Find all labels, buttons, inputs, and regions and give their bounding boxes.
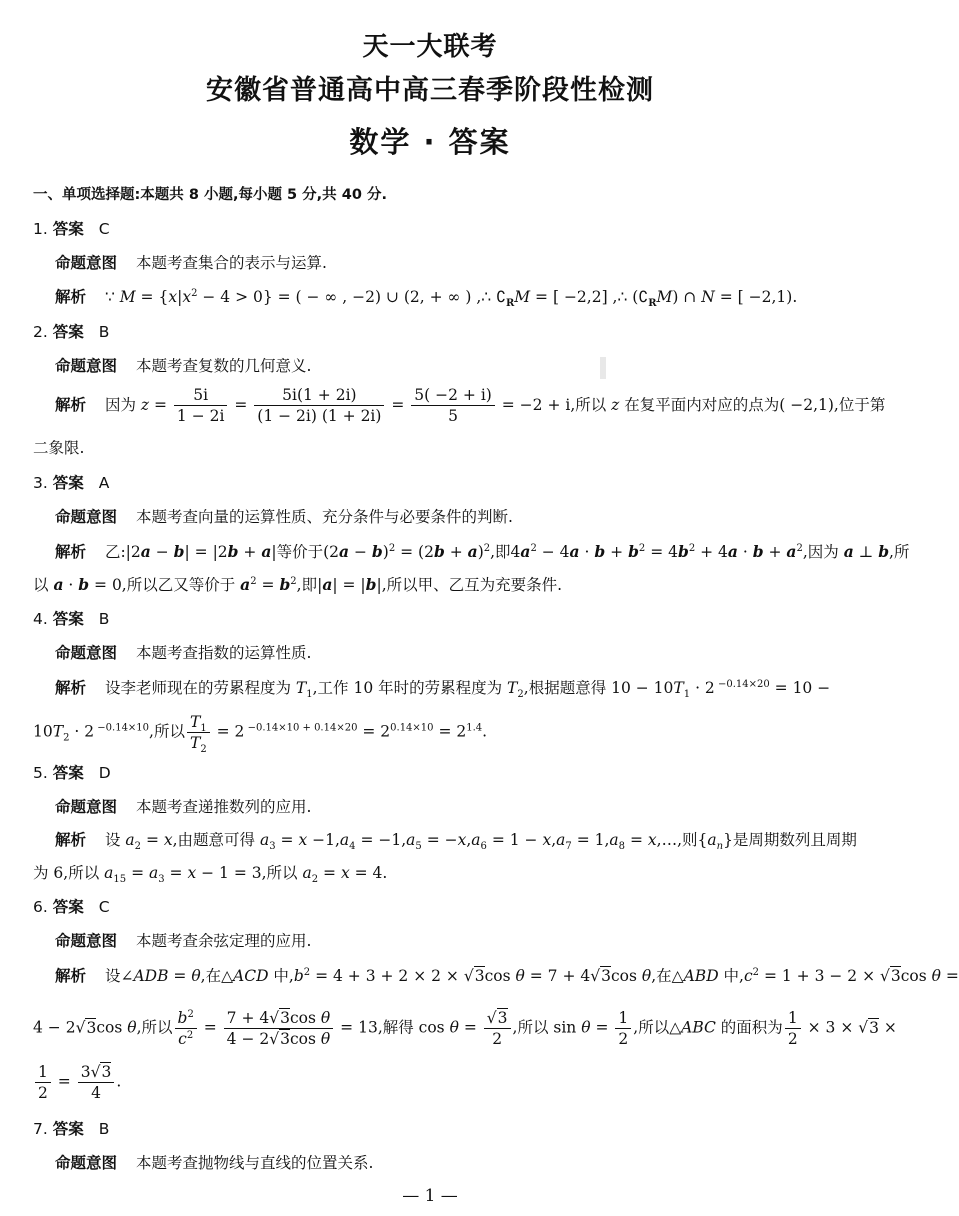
analysis-label: 解析 [55, 679, 87, 697]
intent-label: 命题意图 [55, 644, 118, 662]
answer-label: 答案 [52, 764, 84, 782]
answer-label: 答案 [52, 610, 84, 628]
analysis-formula: 设 $a_2 = x$,由题意可得 $a_3 = x -1,a_4 = -1,a_5 = -x,a_6 = 1 - x,a_7 = 1,a_8$ = x,…,则$\{a_n\}$是周期数列且周期 [104, 831, 857, 853]
intent-label: 命题意图 [55, 1154, 118, 1172]
analysis-formula: 乙:|2a − b| = |2b + a|等价于$(2a - b)^2 = (2b + a)^2$,即$4a^2 - 4a \cdot b + b^2 = 4b^2 + 4a \cdot b + a^2$,因为 a ⊥ b,所 [104, 542, 910, 561]
question-3-analysis-continued: 以 a · b = 0,所以乙又等价于 $a^2 = b^2$,即|a| = |b|,所以甲、乙互为充要条件. [33, 575, 563, 594]
question-number: 1. [33, 220, 48, 238]
question-2-intent [55, 355, 311, 377]
question-4-intent [55, 642, 311, 664]
page-number: — 1 — [402, 1186, 458, 1206]
scan-artifact [600, 357, 606, 379]
question-2-answer [33, 321, 109, 343]
intent-text: 本题考查递推数列的应用. [135, 798, 312, 816]
question-4-answer [33, 608, 109, 630]
answer-value: D [98, 764, 111, 782]
question-number: 3. [33, 474, 48, 492]
intent-label: 命题意图 [55, 357, 118, 375]
analysis-formula: ∵ $M = \{x|x^2 - 4 > 0\}$ = ( − ∞ , −2) ∪ (2, + ∞ ) ,∴ $∁_RM$ = [ −2,2] ,∴ $(∁_RM)$ ∩ N = [ −2,1). [104, 287, 798, 310]
intent-text: 本题考查抛物线与直线的位置关系. [135, 1154, 374, 1172]
intent-label: 命题意图 [55, 798, 118, 816]
question-3-intent [55, 506, 513, 528]
analysis-label: 解析 [55, 967, 87, 985]
question-6-analysis-final: $\frac{1}{2}$ = $\frac{3√3}{4}$ . [33, 1062, 121, 1103]
question-number: 4. [33, 610, 48, 628]
question-7-answer [33, 1118, 109, 1140]
question-number: 6. [33, 898, 48, 916]
question-4-analysis-continued: $10T_2 \cdot 2$ $^{-0.14\times 10}$,所以 $\frac{T_1}{T_2}$ = 2 $^{-0.14\times 10 + 0.14\times 20} = 2^{0.14\times 10} = 2^{1.4}$. [33, 713, 488, 756]
question-number: 2. [33, 323, 48, 341]
question-5-analysis-continued: 为 6,所以 $a_{15} = a_3 = x - 1 = 3$,所以 $a_2 = x = 4$. [33, 864, 388, 886]
analysis-formula: 因为 z = $\frac{5i}{1 - 2i}$ = $\frac{5i(1 + 2i)}{(1 - 2i) (1 + 2i)}$ = $\frac{5( -2 + i)}{5}$ = −2 + i,所以 z 在复平面内对应的点为( −2,1),位于第 [104, 386, 886, 425]
question-6-analysis-continued: 4 − 2√3cos θ,所以 $\frac{b^2}{c^2}$ = $\frac{\text{7 + 4√3cos θ}}{\text{4 − 2√3cos θ}}$ = 13,解得 cos θ = $\frac{√3}{2}$ ,所以 sin θ = $\frac{1}{2}$ ,所以△ABC 的面积为 $\frac{1}{2}$ × 3 × √3 × [33, 1008, 897, 1048]
question-2-analysis [55, 385, 885, 426]
question-3-analysis [55, 541, 909, 563]
analysis-label: 解析 [55, 288, 87, 306]
intent-label: 命题意图 [55, 254, 118, 272]
answer-label: 答案 [52, 220, 84, 238]
analysis-label: 解析 [55, 543, 87, 561]
analysis-label: 解析 [55, 831, 87, 849]
question-number: 5. [33, 764, 48, 782]
question-2-analysis-continued: 二象限. [33, 439, 85, 457]
answer-value: C [98, 220, 110, 238]
question-1-answer [33, 218, 110, 240]
question-number: 7. [33, 1120, 48, 1138]
intent-text: 本题考查指数的运算性质. [135, 644, 312, 662]
intent-text: 本题考查向量的运算性质、充分条件与必要条件的判断. [135, 508, 513, 526]
intent-text: 本题考查集合的表示与运算. [135, 254, 327, 272]
intent-label: 命题意图 [55, 932, 118, 950]
section-heading: 一、单项选择题:本题共 8 小题,每小题 5 分,共 40 分. [33, 187, 387, 203]
answer-value: C [98, 898, 110, 916]
answer-label: 答案 [52, 323, 84, 341]
analysis-formula: 设∠ADB = θ,在△ACD 中$,b^2 = 4 + 3 + 2 \times 2 \times √3\cos$ θ = 7 + 4√3cos θ,在△ABD 中$,c^2 = 1 + 3 - 2 \times √3\cos$ θ = [104, 966, 959, 985]
question-4-analysis [55, 677, 830, 699]
question-5-intent [55, 796, 311, 818]
question-3-answer [33, 472, 109, 494]
subject-answer-title: 数学 · 答案 [349, 125, 511, 159]
answer-value: B [98, 1120, 110, 1138]
intent-text: 本题考查余弦定理的应用. [135, 932, 312, 950]
answer-label: 答案 [52, 1120, 84, 1138]
answer-value: B [98, 610, 110, 628]
question-1-analysis [55, 286, 797, 308]
analysis-label: 解析 [55, 395, 87, 414]
question-5-answer [33, 762, 111, 784]
analysis-formula: 设李老师现在的劳累程度为 $T_1$,工作 10 年时的劳累程度为 $T_2$,根据题意得 $10 - 10T_1 \cdot 2$ $^{-0.14\times 20}$ = 10 − [104, 678, 831, 701]
intent-text: 本题考查复数的几何意义. [135, 357, 312, 375]
intent-label: 命题意图 [55, 508, 118, 526]
exam-name-title: 安徽省普通高中高三春季阶段性检测 [206, 75, 654, 106]
answer-value: A [98, 474, 110, 492]
question-1-intent [55, 252, 327, 274]
answer-label: 答案 [52, 898, 84, 916]
question-7-intent [55, 1152, 373, 1174]
answer-value: B [98, 323, 110, 341]
exam-organizer-title: 天一大联考 [362, 32, 498, 62]
question-6-intent [55, 930, 311, 952]
question-6-analysis [55, 965, 959, 987]
answer-label: 答案 [52, 474, 84, 492]
question-5-analysis [55, 829, 857, 851]
question-6-answer [33, 896, 110, 918]
